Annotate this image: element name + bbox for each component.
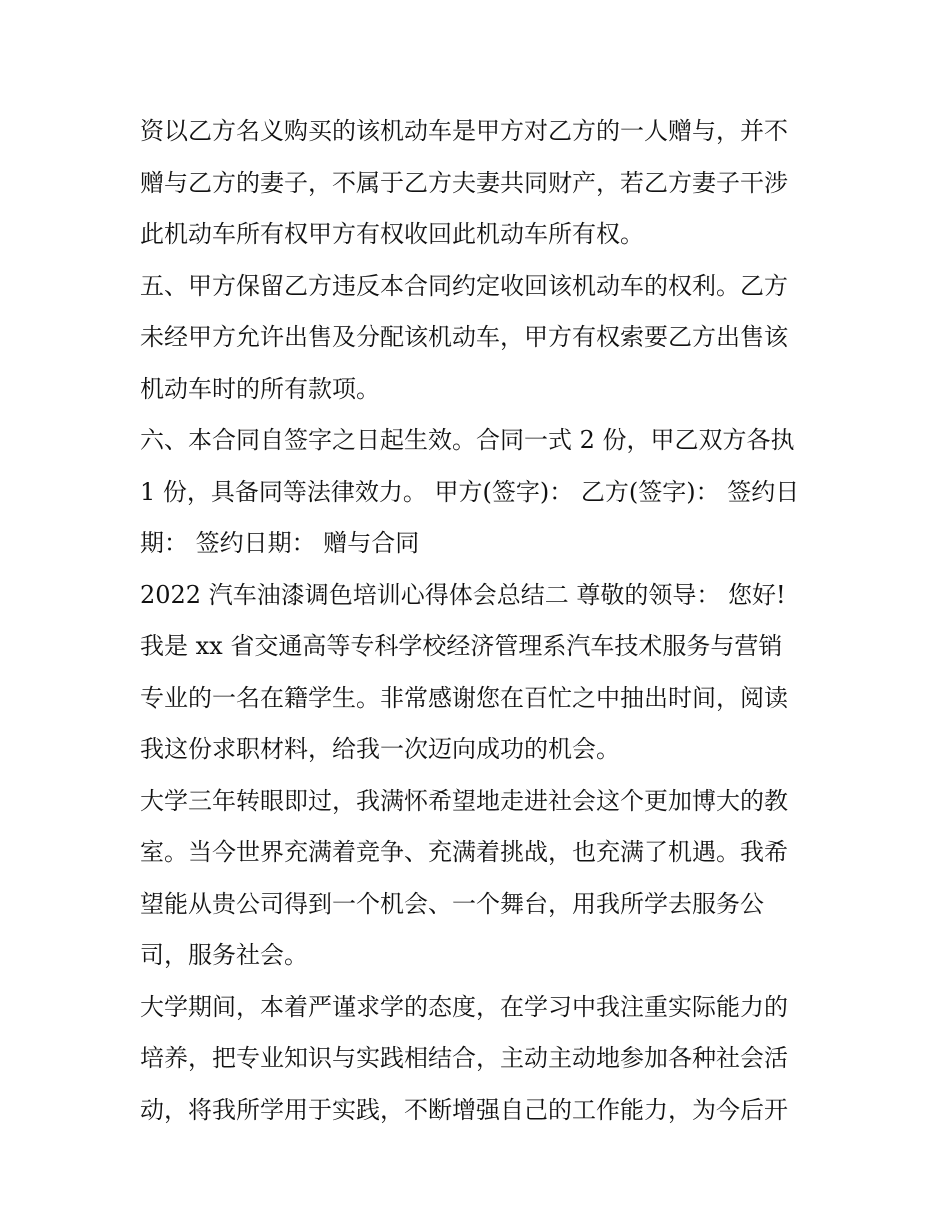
text-line: 室。当今世界充满着竞争、充满着挑战，也充满了机遇。我希 [140, 838, 788, 866]
text-line: 1 份，具备同等法律效力。 甲方(签字)： 乙方(签字)： 签约日 [140, 477, 800, 506]
text-line: 六、本合同自签字之日起生效。合同一式 2 份，甲乙双方各执 [140, 426, 795, 454]
text-line: 大学期间，本着严谨求学的态度，在学习中我注重实际能力的 [140, 992, 788, 1021]
text-line: 专业的一名在籍学生。非常感谢您在百忙之中抽出时间，阅读 [140, 683, 788, 712]
text-line: 我这份求职材料，给我一次迈向成功的机会。 [140, 735, 620, 763]
text-line: 望能从贵公司得到一个机会、一个舞台，用我所学去服务公 [140, 889, 764, 918]
text-line: 机动车时的所有款项。 [140, 374, 380, 403]
text-line: 赠与乙方的妻子，不属于乙方夫妻共同财产，若乙方妻子干涉 [140, 168, 788, 197]
text-line: 未经甲方允许出售及分配该机动车，甲方有权索要乙方出售该 [140, 323, 788, 351]
text-line: 动，将我所学用于实践，不断增强自己的工作能力，为今后开 [140, 1095, 788, 1124]
text-line: 五、甲方保留乙方违反本合同约定收回该机动车的权利。乙方 [140, 271, 788, 300]
text-line: 司，服务社会。 [140, 941, 308, 969]
text-line: 大学三年转眼即过，我满怀希望地走进社会这个更加博大的教 [140, 786, 788, 815]
document-body [140, 106, 812, 1136]
text-line: 资以乙方名义购买的该机动车是甲方对乙方的一人赠与，并不 [140, 117, 788, 145]
text-line: 此机动车所有权甲方有权收回此机动车所有权。 [140, 220, 644, 248]
text-line: 2022 汽车油漆调色培训心得体会总结二 尊敬的领导： 您好! [140, 580, 786, 609]
text-line: 我是 xx 省交通高等专科学校经济管理系汽车技术服务与营销 [140, 632, 783, 660]
text-line: 培养，把专业知识与实践相结合，主动主动地参加各种社会活 [140, 1044, 788, 1072]
text-line: 期： 签约日期： 赠与合同 [140, 529, 420, 557]
